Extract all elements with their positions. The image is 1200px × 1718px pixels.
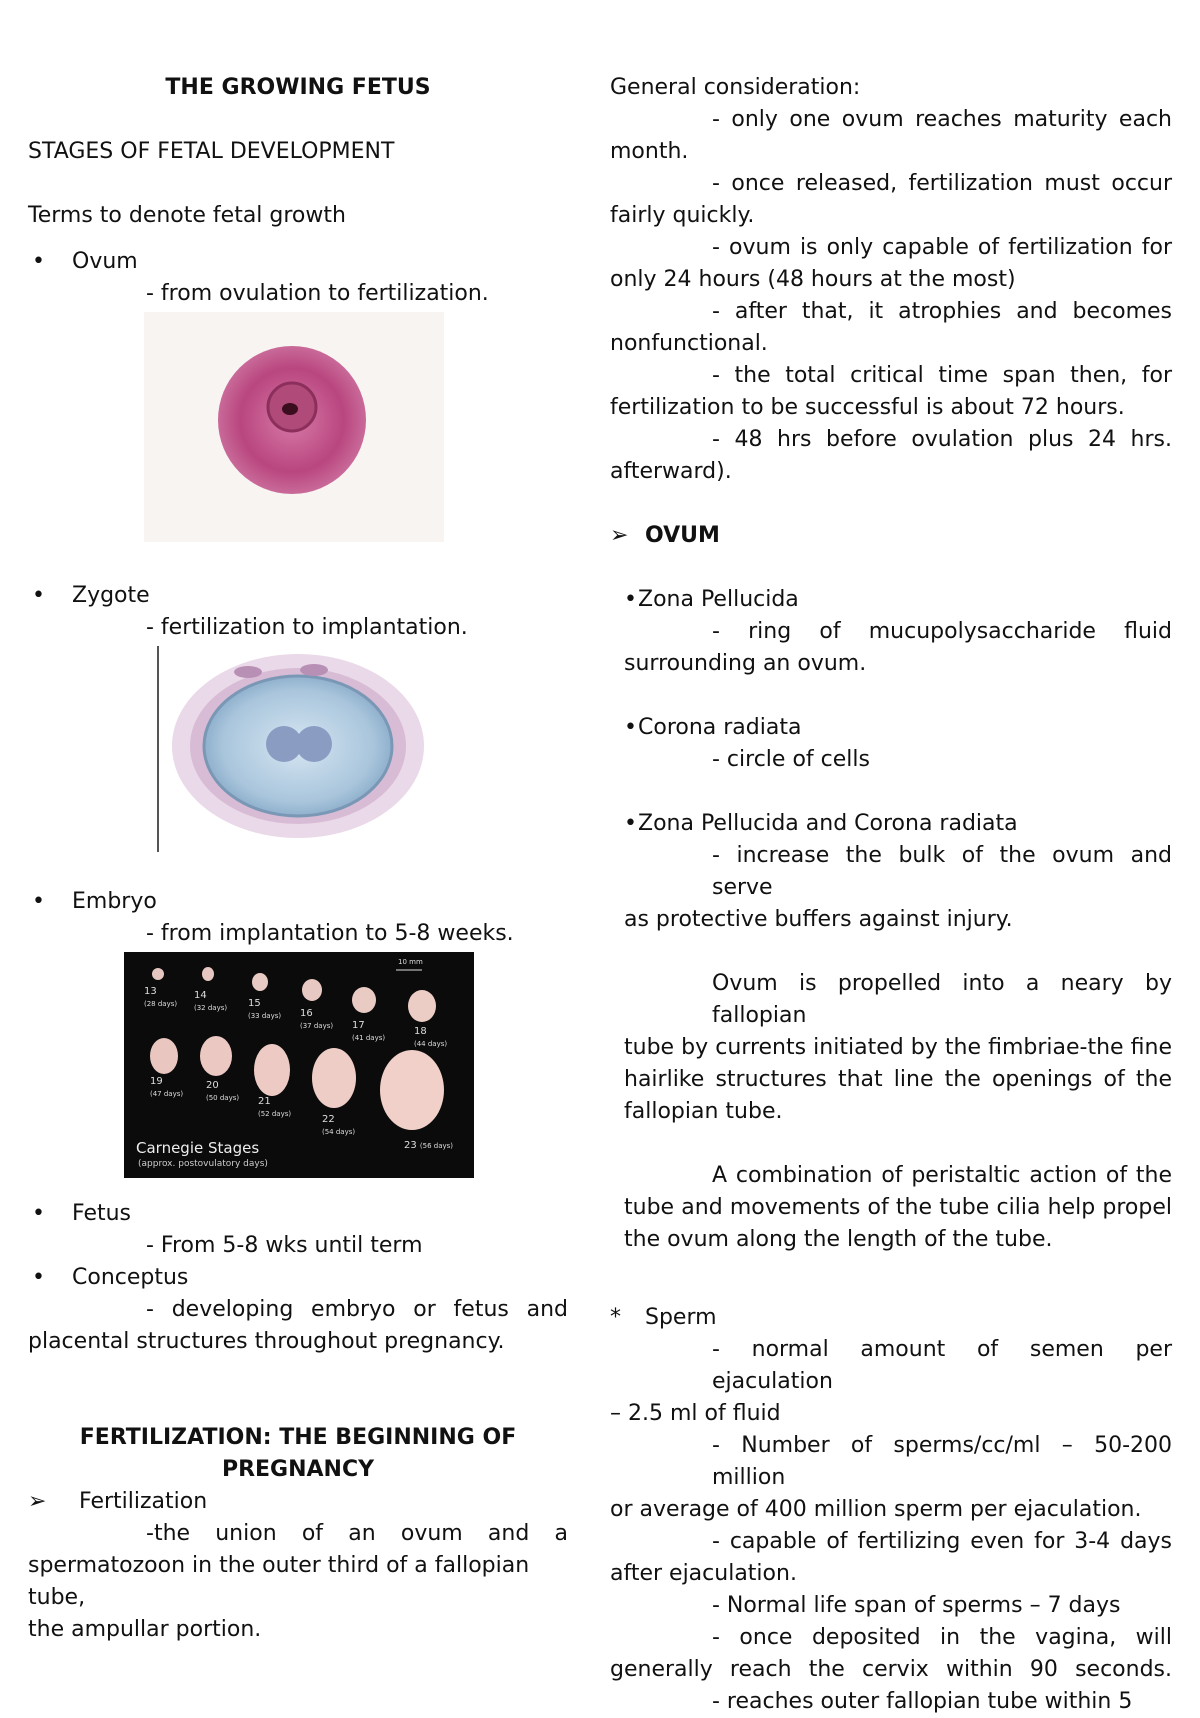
terms-intro: Terms to denote fetal growth [28, 203, 346, 228]
general-item-cont: afterward). [610, 459, 732, 484]
fertilization-heading-2: PREGNANCY [221, 1457, 375, 1482]
sperm-item-cont: after ejaculation. [610, 1561, 797, 1586]
general-item: - ovum is only capable of fertilization for [712, 235, 1172, 260]
general-item-cont: only 24 hours (48 hours at the most) [610, 267, 1016, 292]
sperm-item-cont: generally reach the cervix within 90 seconds. [610, 1657, 1172, 1682]
bullet-icon: • [32, 1265, 45, 1290]
stage-label: 21 (52 days) [258, 1096, 292, 1118]
propulsion-paragraph: Ovum is propelled into a neary by fallopian tube by currents initiated by the fimbriae-the fine hairlike structures that line the openings of the fallopian tube. [624, 971, 1172, 1124]
embryo-stage-labels [124, 952, 474, 1178]
term-zygote [28, 580, 568, 612]
term-name: Fetus [72, 1201, 132, 1226]
fertilization-def-3: the ampullar portion. [28, 1617, 262, 1642]
stage-label: 13 (28 days) [144, 986, 178, 1008]
stage-label: 18 (44 days) [414, 1026, 448, 1048]
stage-label: 14 (32 days) [194, 990, 228, 1012]
bullet-icon: • [624, 587, 637, 612]
ovum-heading: ➢ OVUM [610, 520, 1172, 552]
term-conceptus [28, 1262, 568, 1294]
term-desc: - from implantation to 5-8 weeks. [146, 921, 514, 946]
arrow-bullet-icon: ➢ [610, 523, 629, 548]
corona-radiata-item: •Corona radiata - circle of cells [610, 712, 1172, 776]
fertilization-def-2: spermatozoon in the outer third of a fallopian tube, [28, 1553, 530, 1610]
bullet-icon: • [624, 715, 637, 740]
both-desc-cont: as protective buffers against injury. [624, 907, 1013, 932]
stage-label: 17 (41 days) [352, 1020, 386, 1042]
stage-label: 23 (56 days) [404, 1140, 454, 1151]
zygote-image [156, 646, 440, 852]
general-item-cont: fairly quickly. [610, 203, 755, 228]
general-item-cont: fertilization to be successful is about 72 hours. [610, 395, 1125, 420]
sperm-item: - reaches outer fallopian tube within 5 [712, 1689, 1133, 1714]
document-title: THE GROWING FETUS [165, 75, 431, 100]
sperm-item: - Number of sperms/cc/ml – 50-200 million [712, 1433, 1172, 1490]
general-item-cont: nonfunctional. [610, 331, 768, 356]
general-item: - once released, fertilization must occur [712, 171, 1172, 196]
bullet-icon: • [32, 249, 45, 274]
sperm-item: - capable of fertilizing even for 3-4 days [712, 1529, 1172, 1554]
ovum-image [144, 312, 444, 542]
bullet-icon: • [624, 811, 637, 836]
scale-label: 10 mm [398, 958, 423, 966]
stages-heading: STAGES OF FETAL DEVELOPMENT [28, 139, 395, 164]
ovum-illustration [144, 312, 444, 542]
embryo-image [124, 952, 474, 1178]
general-item-cont: month. [610, 139, 689, 164]
fertilization-def: -the union of an ovum and a [146, 1521, 568, 1546]
term-ovum [28, 246, 568, 278]
term-desc: - From 5-8 wks until term [146, 1233, 423, 1258]
term-desc: - fertilization to implantation. [146, 615, 468, 640]
left-column [28, 72, 568, 1646]
zona-desc: - ring of mucupolysaccharide fluid [712, 619, 1172, 644]
general-item: - 48 hrs before ovulation plus 24 hrs. [712, 427, 1172, 452]
term-fetus [28, 1198, 568, 1230]
zygote-illustration [156, 646, 440, 852]
general-list [610, 104, 1172, 488]
bullet-icon: • [32, 889, 45, 914]
bullet-icon: • [32, 1201, 45, 1226]
term-name: Embryo [72, 889, 157, 914]
peristalsis-paragraph: A combination of peristaltic action of the tube and movements of the tube cilia help propel the ovum along the length of the tube. [624, 1163, 1172, 1252]
stage-label: 16 (37 days) [300, 1008, 334, 1030]
stage-label: 20 (50 days) [206, 1080, 240, 1102]
fertilization-heading: FERTILIZATION: THE BEGINNING OF [79, 1425, 517, 1450]
term-desc: - developing embryo or fetus and [146, 1297, 568, 1322]
both-desc: - increase the bulk of the ovum and serve [712, 843, 1172, 900]
zona-desc-cont: surrounding an ovum. [624, 651, 867, 676]
corona-desc: - circle of cells [712, 747, 870, 772]
sperm-list [610, 1334, 1172, 1718]
zona-corona-item: •Zona Pellucida and Corona radiata - increase the bulk of the ovum and serve as protective buffers against injury. [610, 808, 1172, 936]
sperm-item: - Normal life span of sperms – 7 days [712, 1593, 1121, 1618]
zona-pellucida-item: •Zona Pellucida - ring of mucupolysaccharide fluid surrounding an ovum. [610, 584, 1172, 680]
asterisk-bullet-icon: * [610, 1305, 621, 1330]
sperm-item: - once deposited in the vagina, will [712, 1625, 1172, 1650]
arrow-bullet-icon: ➢ [28, 1489, 47, 1514]
sperm-item-cont: or average of 400 million sperm per ejaculation. [610, 1497, 1142, 1522]
bullet-icon: • [32, 583, 45, 608]
general-item: - after that, it atrophies and becomes [712, 299, 1172, 324]
fertilization-term: ➢ Fertilization [28, 1486, 568, 1518]
general-item: - only one ovum reaches maturity each [712, 107, 1172, 132]
sperm-heading: * Sperm [610, 1302, 1172, 1334]
embryo-caption-sub: (approx. postovulatory days) [138, 1159, 268, 1169]
term-name: Ovum [72, 249, 138, 274]
stage-label: 15 (33 days) [248, 998, 282, 1020]
right-column [610, 72, 1172, 1718]
term-embryo [28, 886, 568, 918]
stage-label: 22 (54 days) [322, 1114, 356, 1136]
stage-label: 19 (47 days) [150, 1076, 184, 1098]
embryo-caption-title: Carnegie Stages [136, 1139, 260, 1157]
sperm-item-cont: – 2.5 ml of fluid [610, 1401, 781, 1426]
term-name: Zygote [72, 583, 150, 608]
term-desc-cont: placental structures throughout pregnancy. [28, 1329, 505, 1354]
general-item: - the total critical time span then, for [712, 363, 1172, 388]
general-heading: General consideration: [610, 75, 861, 100]
sperm-item: - normal amount of semen per ejaculation [712, 1337, 1172, 1394]
term-desc: - from ovulation to fertilization. [146, 281, 489, 306]
term-name: Conceptus [72, 1265, 189, 1290]
